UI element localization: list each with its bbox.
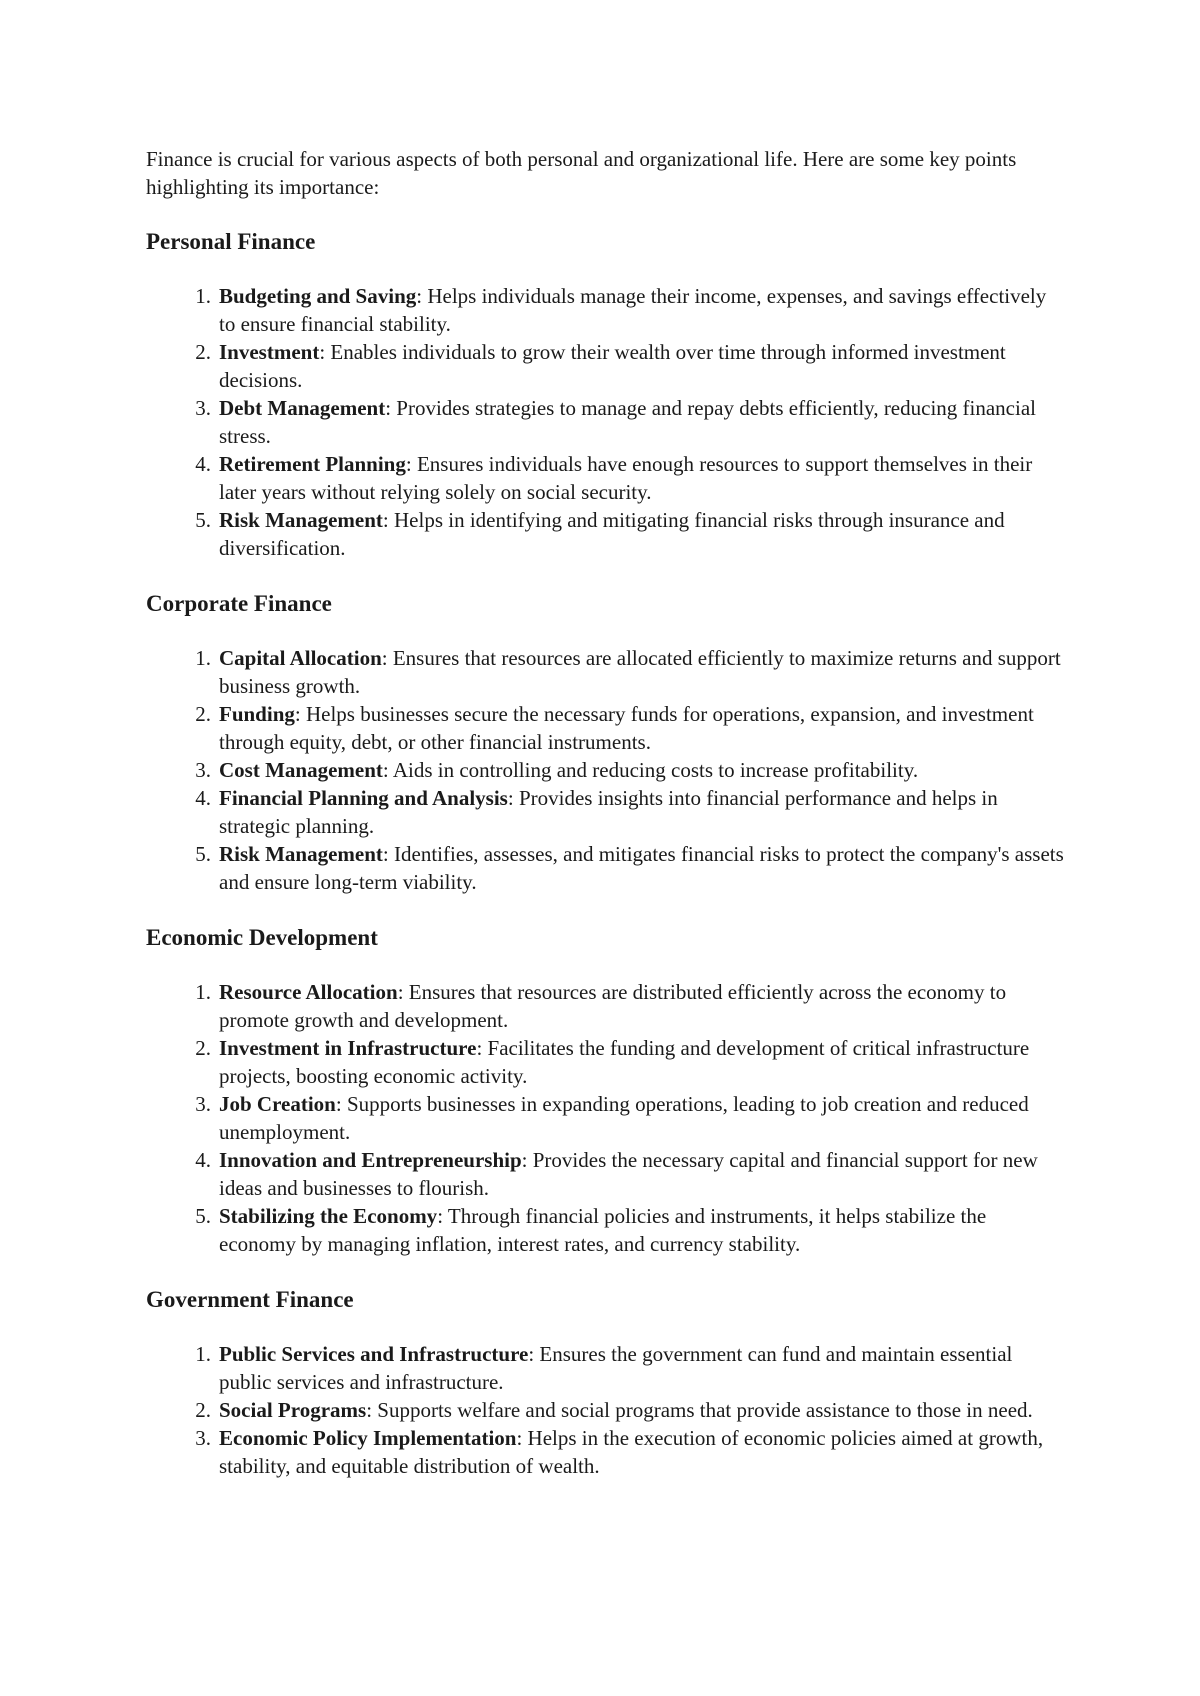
- list-item-description: : Ensures that resources are distributed efficiently across the economy to promote growth and development.: [219, 980, 1007, 1032]
- list-item-description: : Helps businesses secure the necessary funds for operations, expansion, and investment through equity, debt, or other financial instruments.: [219, 702, 1034, 754]
- list-item-term: Retirement Planning: [219, 452, 406, 476]
- list-item: [195, 1202, 1066, 1258]
- list-item-description: : Helps in identifying and mitigating financial risks through insurance and diversification.: [219, 508, 1005, 560]
- list-item-term: Investment in Infrastructure: [219, 1036, 477, 1060]
- list-item: [195, 840, 1066, 896]
- list-item-term: Economic Policy Implementation: [219, 1426, 517, 1450]
- list-item-number: 2.: [195, 340, 211, 364]
- list-item-description: : Enables individuals to grow their wealth over time through informed investment decisions.: [219, 340, 1006, 392]
- list-item: [195, 1034, 1066, 1090]
- list-item-description: : Ensures that resources are allocated efficiently to maximize returns and support business growth.: [219, 646, 1061, 698]
- list-item: [195, 450, 1066, 506]
- list-item-term: Risk Management: [219, 508, 383, 532]
- list-item: [195, 506, 1066, 562]
- list-item-term: Cost Management: [219, 758, 383, 782]
- list-item-description: : Ensures individuals have enough resources to support themselves in their later years without relying solely on social security.: [219, 452, 1033, 504]
- list-item-number: 1.: [195, 1342, 211, 1366]
- list-item-description: : Ensures the government can fund and maintain essential public services and infrastructure.: [219, 1342, 1013, 1394]
- list-item-number: 1.: [195, 980, 211, 1004]
- corporate-finance-list: [146, 644, 1066, 896]
- list-item-description: : Provides strategies to manage and repay debts efficiently, reducing financial stress.: [219, 396, 1036, 448]
- list-item-number: 3.: [195, 396, 211, 420]
- section-heading-personal-finance: Personal Finance: [146, 229, 316, 254]
- list-item-term: Capital Allocation: [219, 646, 382, 670]
- list-item-number: 3.: [195, 758, 211, 782]
- list-item-term: Stabilizing the Economy: [219, 1204, 438, 1228]
- list-item-term: Funding: [219, 702, 295, 726]
- document-page: [146, 145, 1066, 1508]
- list-item: [195, 644, 1066, 700]
- list-item-number: 5.: [195, 842, 211, 866]
- section-heading-government-finance: Government Finance: [146, 1287, 354, 1312]
- list-item: [195, 700, 1066, 756]
- section-heading-corporate-finance: Corporate Finance: [146, 591, 332, 616]
- list-item: [195, 338, 1066, 394]
- list-item-description: : Helps individuals manage their income, expenses, and savings effectively to ensure financial stability.: [219, 284, 1047, 336]
- list-item-description: : Through financial policies and instruments, it helps stabilize the economy by managing inflation, interest rates, and currency stability.: [219, 1204, 987, 1256]
- list-item-term: Innovation and Entrepreneurship: [219, 1148, 522, 1172]
- government-finance-list: [146, 1340, 1066, 1480]
- list-item-description: : Supports businesses in expanding operations, leading to job creation and reduced unemployment.: [219, 1092, 1029, 1144]
- list-item-term: Risk Management: [219, 842, 383, 866]
- list-item: [195, 784, 1066, 840]
- list-item-number: 5.: [195, 508, 211, 532]
- list-item-number: 3.: [195, 1426, 211, 1450]
- list-item-number: 5.: [195, 1204, 211, 1228]
- list-item-number: 2.: [195, 702, 211, 726]
- list-item: [195, 1424, 1066, 1480]
- list-item-description: : Aids in controlling and reducing costs to increase profitability.: [382, 758, 919, 782]
- list-item-description: : Supports welfare and social programs that provide assistance to those in need.: [366, 1398, 1033, 1422]
- list-item-number: 2.: [195, 1036, 211, 1060]
- list-item-term: Financial Planning and Analysis: [219, 786, 508, 810]
- list-item-number: 4.: [195, 786, 211, 810]
- list-item-term: Resource Allocation: [219, 980, 398, 1004]
- list-item-number: 3.: [195, 1092, 211, 1116]
- list-item-term: Budgeting and Saving: [219, 284, 417, 308]
- section-heading-economic-development: Economic Development: [146, 925, 378, 950]
- list-item-description: : Provides insights into financial performance and helps in strategic planning.: [219, 786, 998, 838]
- list-item: [195, 394, 1066, 450]
- list-item: [195, 1146, 1066, 1202]
- list-item: [195, 1090, 1066, 1146]
- list-item-term: Investment: [219, 340, 320, 364]
- list-item-description: : Facilitates the funding and development of critical infrastructure projects, boosting economic activity.: [219, 1036, 1030, 1088]
- list-item-description: : Provides the necessary capital and financial support for new ideas and businesses to flourish.: [219, 1148, 1038, 1200]
- list-item-number: 1.: [195, 646, 211, 670]
- list-item-number: 2.: [195, 1398, 211, 1422]
- list-item: [195, 1340, 1066, 1396]
- list-item: [195, 978, 1066, 1034]
- list-item-term: Debt Management: [219, 396, 386, 420]
- list-item: [195, 756, 1066, 784]
- list-item-term: Public Services and Infrastructure: [219, 1342, 529, 1366]
- personal-finance-list: [146, 282, 1066, 562]
- list-item-description: : Identifies, assesses, and mitigates financial risks to protect the company's assets and ensure long-term viability.: [219, 842, 1064, 894]
- list-item-term: Job Creation: [219, 1092, 336, 1116]
- list-item-number: 1.: [195, 284, 211, 308]
- list-item-description: : Helps in the execution of economic policies aimed at growth, stability, and equitable distribution of wealth.: [219, 1426, 1044, 1478]
- intro-paragraph: Finance is crucial for various aspects of both personal and organizational life. Here are some key points highlighting its importance:: [146, 147, 1017, 199]
- list-item: [195, 282, 1066, 338]
- list-item-term: Social Programs: [219, 1398, 367, 1422]
- list-item-number: 4.: [195, 1148, 211, 1172]
- list-item-number: 4.: [195, 452, 211, 476]
- economic-development-list: [146, 978, 1066, 1258]
- list-item: [195, 1396, 1066, 1424]
